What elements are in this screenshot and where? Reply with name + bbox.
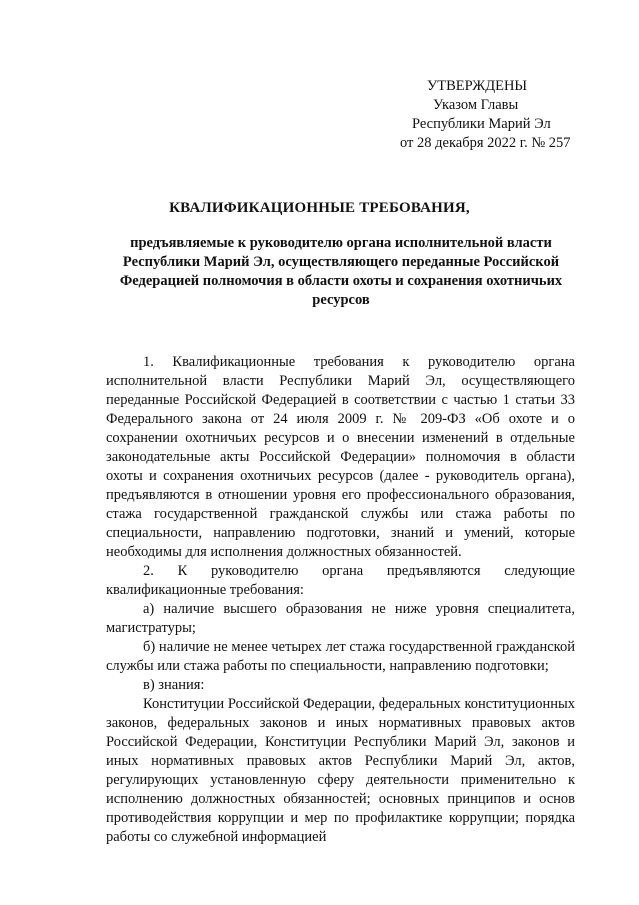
approval-line-approved: УТВЕРЖДЕНЫ: [427, 78, 528, 94]
approval-line-republic: Республики Марий Эл: [412, 116, 551, 132]
paragraph-knowledge: Конституции Российской Федерации, федеральных конституционных законов, федеральных законов и иных нормативных правовых актов Российской Федерации, Конституции Республики Марий Эл, законов и иных нормативных правовых актов Республики Марий Эл, актов, регулирующих установленную сферу деятельности применительно к исполнению должностных обязанностей; основных принципов и основ противодействия коррупции и мер по профилактике коррупции; порядка работы со служебной информацией: [106, 696, 575, 845]
document-title: КВАЛИФИКАЦИОННЫЕ ТРЕБОВАНИЯ,: [169, 200, 470, 216]
paragraph-2v: в) знания:: [143, 677, 205, 693]
approval-line-decree: Указом Главы: [433, 97, 519, 113]
paragraph-1: 1. Квалификационные требования к руководителю органа исполнительной власти Республики Марий Эл, осуществляющего переданные Российской Федерацией в соответствии с частью 1 статьи 33 Федерального закона от 24 июля 2009 г. № 209-ФЗ «Об охоте и о сохранении охотничьих ресурсов и о внесении изменений в отдельные законодательные акты Российской Федерации» полномочия в области охоты и сохранения охотничьих ресурсов (далее - руководитель органа), предъявляются в отношении уровня его профессионального образования, стажа государственной гражданской службы или стажа работы по специальности, направлению подготовки, знаний и умений, которые необходимы для исполнения должностных обязанностей.: [106, 354, 575, 560]
approval-stamp: [395, 77, 595, 153]
paragraph-2: 2. К руководителю органа предъявляются следующие квалификационные требования:: [106, 563, 575, 598]
approval-line-date-number: от 28 декабря 2022 г. № 257: [400, 135, 571, 151]
document-body: [106, 353, 575, 847]
paragraph-2a: а) наличие высшего образования не ниже уровня специалитета, магистратуры;: [106, 601, 575, 636]
document-subtitle: предъявляемые к руководителю органа исполнительной власти Республики Марий Эл, осуществляющего переданные Российской Федерацией полномочия в области охоты и сохранения охотничьих ресурсов: [119, 235, 563, 308]
paragraph-2b: б) наличие не менее четырех лет стажа государственной гражданской службы или стажа работы по специальности, направлению подготовки;: [106, 639, 575, 674]
